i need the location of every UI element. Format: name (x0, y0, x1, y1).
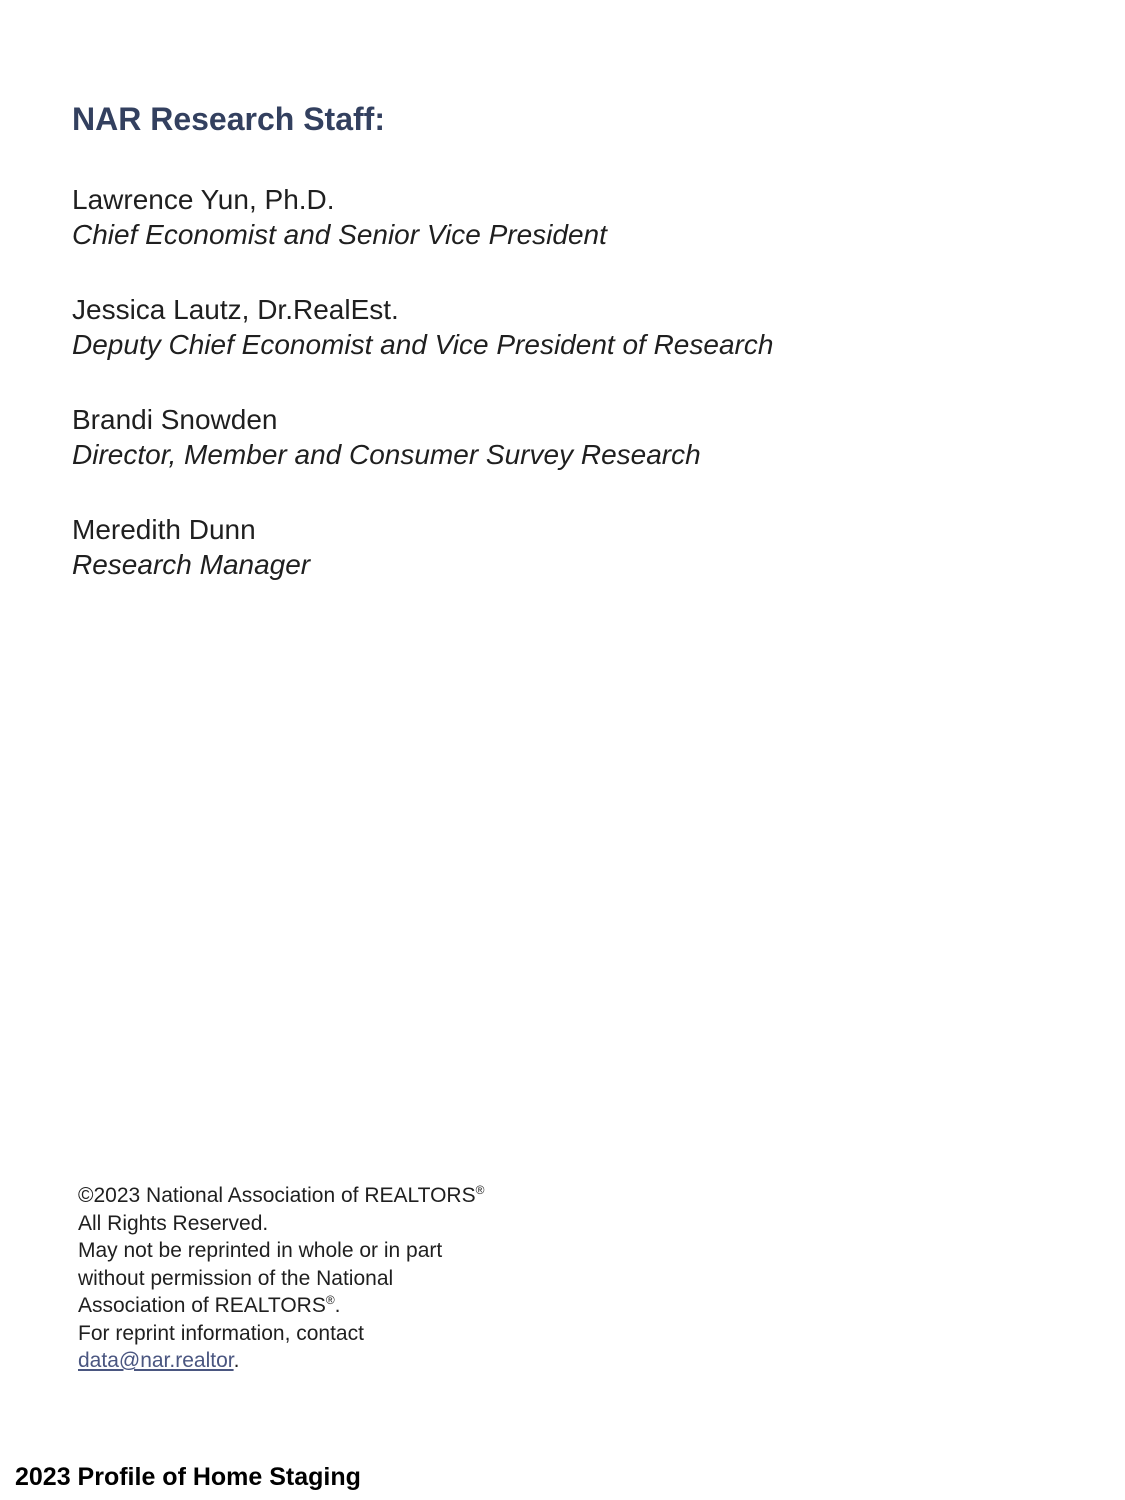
staff-title: Director, Member and Consumer Survey Research (72, 439, 701, 470)
staff-title: Research Manager (72, 549, 311, 580)
registered-mark: ® (325, 1293, 335, 1307)
reprint-notice-line (78, 1292, 598, 1320)
association-text: Association of REALTORS (78, 1294, 326, 1317)
staff-name: Brandi Snowden (72, 404, 278, 435)
email-link[interactable]: data@nar.realtor (78, 1349, 234, 1372)
staff-title: Deputy Chief Economist and Vice President of Research (72, 329, 774, 360)
reprint-notice-line: May not be reprinted in whole or in part (78, 1239, 443, 1262)
reprint-notice-line: without permission of the National (78, 1266, 394, 1290)
registered-mark: ® (475, 1183, 485, 1197)
email-line (78, 1347, 598, 1375)
period: . (334, 1294, 341, 1317)
staff-name: Jessica Lautz, Dr.RealEst. (72, 294, 399, 325)
staff-member (72, 292, 1052, 362)
staff-member (72, 512, 1052, 582)
rights-reserved-line: All Rights Reserved. (78, 1211, 269, 1235)
copyright-notice (78, 1182, 598, 1375)
staff-title: Chief Economist and Senior Vice President (72, 219, 607, 250)
staff-list (72, 182, 1052, 622)
staff-name: Meredith Dunn (72, 514, 256, 545)
staff-name: Lawrence Yun, Ph.D. (72, 184, 335, 215)
staff-member (72, 182, 1052, 252)
period: . (233, 1349, 240, 1372)
staff-member (72, 402, 1052, 472)
reprint-contact-line: For reprint information, contact (78, 1321, 364, 1345)
footer-report-title: 2023 Profile of Home Staging (15, 1463, 361, 1491)
staff-heading: NAR Research Staff: (72, 101, 385, 137)
copyright-line (78, 1182, 598, 1210)
copyright-text: ©2023 National Association of REALTORS (78, 1184, 476, 1207)
